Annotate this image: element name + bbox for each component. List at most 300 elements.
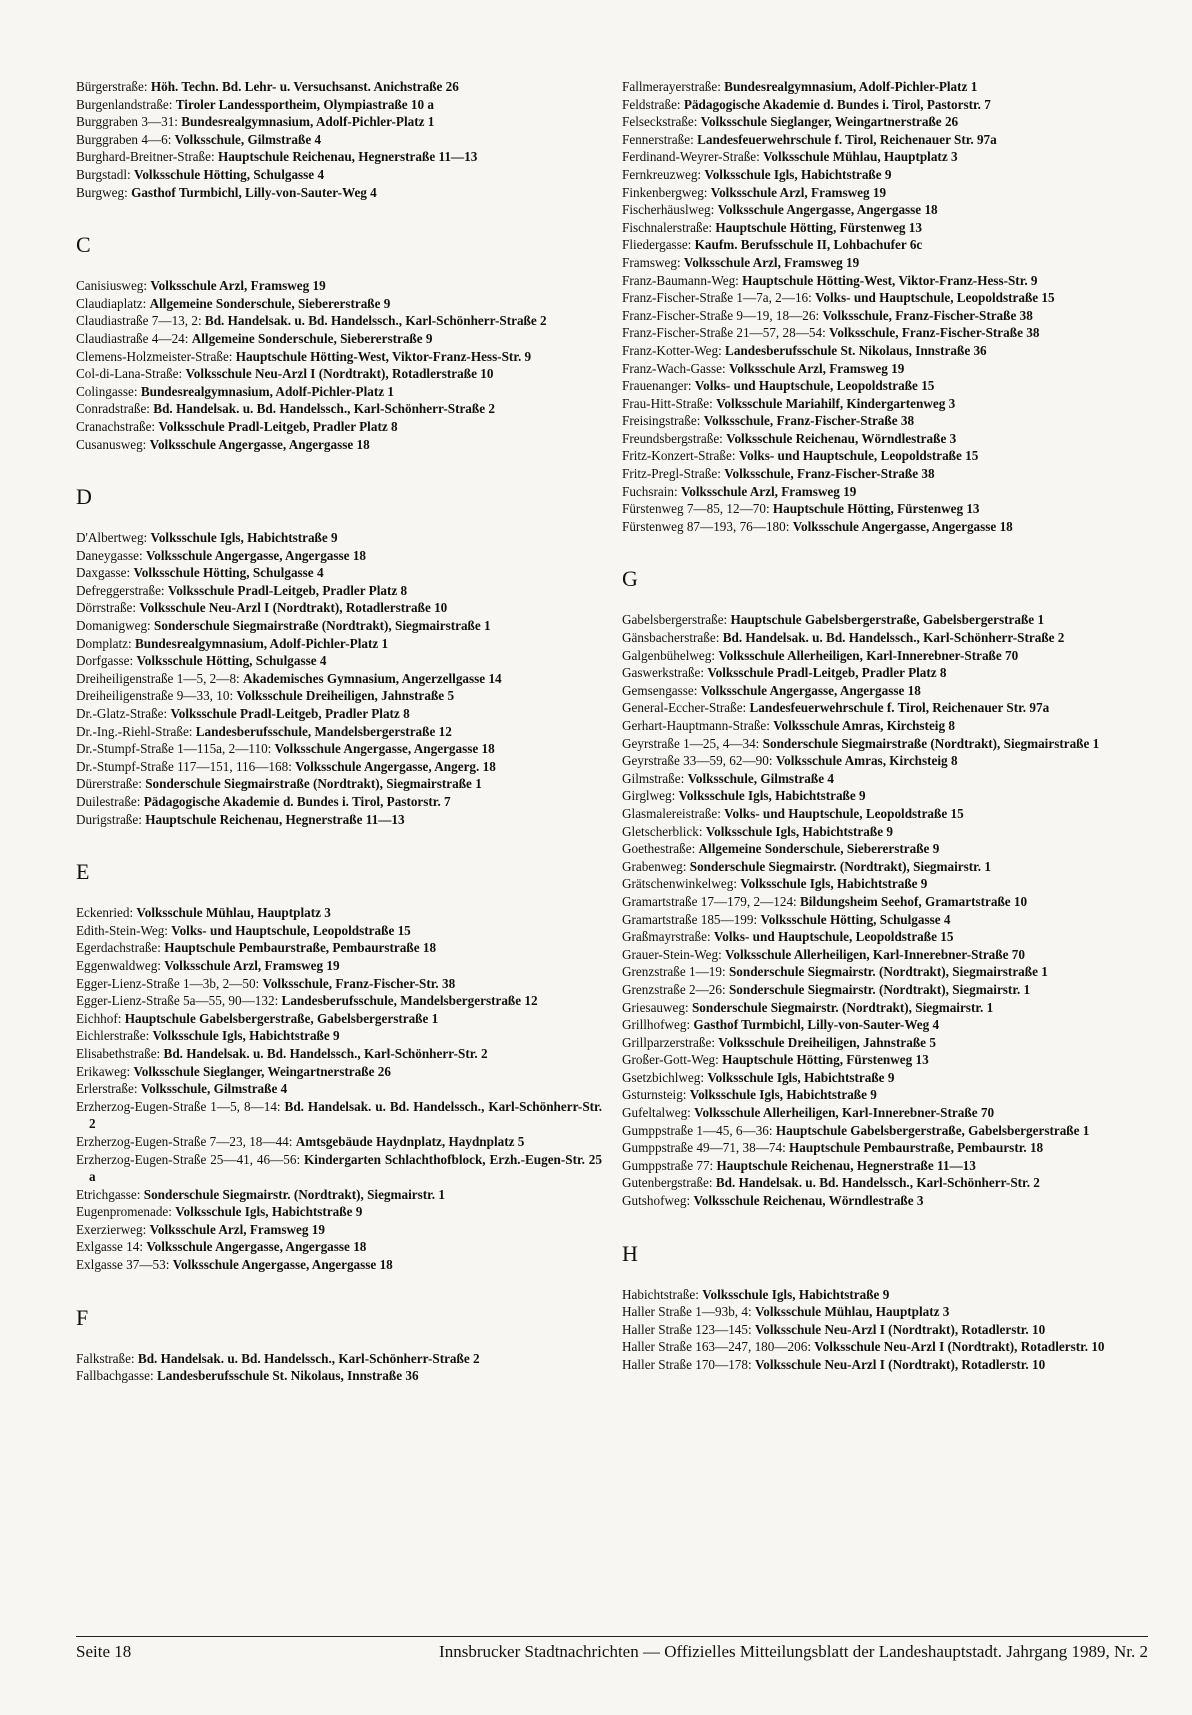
street-name: Goethestraße: xyxy=(622,841,696,857)
school-location: Volksschule Angergasse, Angergasse 18 xyxy=(172,1257,393,1273)
street-name: Galgenbühelweg: xyxy=(622,647,716,663)
street-name: Fürstenweg 87—193, 76—180: xyxy=(622,518,790,534)
school-location: Volksschule Angergasse, Angergasse 18 xyxy=(146,1239,367,1255)
street-entry xyxy=(622,289,1148,307)
school-location: Volksschule Igls, Habichtstraße 9 xyxy=(175,1204,363,1220)
street-entry xyxy=(622,1069,1148,1087)
school-location: Volksschule Arzl, Framsweg 19 xyxy=(680,483,857,499)
street-name: Habichtstraße: xyxy=(622,1286,699,1302)
footer-divider xyxy=(76,1636,1148,1637)
street-entry xyxy=(622,1303,1148,1321)
school-location: Volksschule Hötting, Schulgasse 4 xyxy=(760,911,951,927)
school-location: Volks- und Hauptschule, Leopoldstraße 15 xyxy=(171,922,411,938)
school-location: Volksschule Amras, Kirchsteig 8 xyxy=(775,753,958,769)
street-name: Graßmayrstraße: xyxy=(622,929,711,945)
street-name: Gumppstraße 49—71, 38—74: xyxy=(622,1140,786,1156)
school-location: Bundesrealgymnasium, Adolf-Pichler-Platz 1 xyxy=(134,635,389,651)
street-entry xyxy=(622,928,1148,946)
street-name: Franz-Kotter-Weg: xyxy=(622,342,722,358)
street-name: Canisiusweg: xyxy=(76,278,148,294)
street-entry xyxy=(76,1367,602,1385)
street-entry xyxy=(622,1104,1148,1122)
school-location: Landesfeuerwehrschule f. Tirol, Reichenauer Str. 97a xyxy=(749,700,1050,716)
school-location: Hauptschule Pembaurstraße, Pembaurstr. 18 xyxy=(789,1140,1044,1156)
street-name: Gemsengasse: xyxy=(622,682,698,698)
street-entry xyxy=(622,1122,1148,1140)
street-entry xyxy=(76,904,602,922)
street-name: Dreiheiligenstraße 1—5, 2—8: xyxy=(76,670,240,686)
school-location: Allgemeine Sonderschule, Siebererstraße 9 xyxy=(191,330,433,346)
street-name: Gilmstraße: xyxy=(622,770,685,786)
street-name: Fallbachgasse: xyxy=(76,1368,154,1384)
street-name: Grauer-Stein-Weg: xyxy=(622,946,722,962)
street-name: Cusanusweg: xyxy=(76,436,147,452)
school-location: Landesberufsschule, Mandelsbergerstraße 12 xyxy=(281,993,538,1009)
school-location: Volksschule Neu-Arzl I (Nordtrakt), Rotadlerstr. 10 xyxy=(814,1339,1105,1355)
street-entry xyxy=(622,699,1148,717)
street-entry xyxy=(622,647,1148,665)
street-entry xyxy=(622,735,1148,753)
street-name: Claudiaplatz: xyxy=(76,295,147,311)
street-entry xyxy=(76,975,602,993)
street-entry xyxy=(76,148,602,166)
street-name: Grenzstraße 2—26: xyxy=(622,981,726,997)
street-name: Erzherzog-Eugen-Straße 7—23, 18—44: xyxy=(76,1133,293,1149)
street-name: Grabenweg: xyxy=(622,858,687,874)
street-name: Gutshofweg: xyxy=(622,1193,691,1209)
street-name: Gsetzbichlweg: xyxy=(622,1069,705,1085)
school-location: Hauptschule Hötting, Fürstenweg 13 xyxy=(772,501,980,517)
street-entry xyxy=(76,939,602,957)
school-location: Volksschule Neu-Arzl I (Nordtrakt), Rotadlerstraße 10 xyxy=(139,600,448,616)
school-location: Sonderschule Siegmairstr. (Nordtrakt), Siegmairstraße 1 xyxy=(728,964,1048,980)
street-name: Fischnalerstraße: xyxy=(622,219,713,235)
school-location: Volksschule Igls, Habichtstraße 9 xyxy=(740,876,928,892)
street-name: Fischerhäuslweg: xyxy=(622,202,715,218)
street-name: Cranachstraße: xyxy=(76,418,156,434)
street-entry xyxy=(76,365,602,383)
school-location: Volks- und Hauptschule, Leopoldstraße 15 xyxy=(815,290,1055,306)
school-location: Volksschule Sieglanger, Weingartnerstraße 26 xyxy=(133,1063,391,1079)
school-location: Bd. Handelsak. u. Bd. Handelssch., Karl-Schönherr-Str. 2 xyxy=(715,1175,1040,1191)
street-entry xyxy=(76,295,602,313)
street-name: Egger-Lienz-Straße 1—3b, 2—50: xyxy=(76,975,260,991)
street-entry xyxy=(76,1010,602,1028)
street-name: Gaswerkstraße: xyxy=(622,665,705,681)
street-name: Dr.-Stumpf-Straße 117—151, 116—168: xyxy=(76,758,292,774)
street-name: Dürerstraße: xyxy=(76,776,142,792)
street-name: Grillhofweg: xyxy=(622,1017,691,1033)
street-name: Burggraben 3—31: xyxy=(76,114,178,130)
street-name: Gufeltalweg: xyxy=(622,1105,691,1121)
street-entry xyxy=(76,1045,602,1063)
street-name: Franz-Fischer-Straße 9—19, 18—26: xyxy=(622,307,820,323)
street-entry xyxy=(76,758,602,776)
right-column xyxy=(622,78,1148,1374)
school-location: Volksschule Igls, Habichtstraße 9 xyxy=(707,1069,895,1085)
street-entry xyxy=(76,687,602,705)
street-entry xyxy=(622,682,1148,700)
street-name: Gramartstraße 185—199: xyxy=(622,911,758,927)
street-entry xyxy=(76,1256,602,1274)
school-location: Volksschule, Gilmstraße 4 xyxy=(174,131,322,147)
street-name: Dörrstraße: xyxy=(76,600,137,616)
street-entry xyxy=(622,131,1148,149)
school-location: Volksschule, Franz-Fischer-Straße 38 xyxy=(822,307,1033,323)
street-name: Finkenbergweg: xyxy=(622,184,708,200)
street-name: Griesauweg: xyxy=(622,999,689,1015)
school-location: Sonderschule Siegmairstr. (Nordtrakt), Siegmairstr. 1 xyxy=(691,999,994,1015)
street-name: Claudiastraße 4—24: xyxy=(76,330,189,346)
street-entry xyxy=(76,740,602,758)
school-location: Volksschule Igls, Habichtstraße 9 xyxy=(678,788,866,804)
school-location: Hauptschule Pembaurstraße, Pembaurstraße 18 xyxy=(164,940,437,956)
school-location: Hauptschule Gabelsbergerstraße, Gabelsbergerstraße 1 xyxy=(730,612,1045,628)
school-location: Bundesrealgymnasium, Adolf-Pichler-Platz 1 xyxy=(181,114,435,130)
street-name: Franz-Baumann-Weg: xyxy=(622,272,739,288)
street-entry xyxy=(76,564,602,582)
school-location: Landesberufsschule St. Nikolaus, Innstraße 36 xyxy=(725,342,987,358)
school-location: Volksschule Arzl, Framsweg 19 xyxy=(150,278,326,294)
street-name: Fliedergasse: xyxy=(622,237,692,253)
street-name: Claudiastraße 7—13, 2: xyxy=(76,313,202,329)
street-name: Conradstraße: xyxy=(76,401,150,417)
street-entry xyxy=(622,236,1148,254)
street-name: Geyrstraße 33—59, 62—90: xyxy=(622,753,773,769)
school-location: Volksschule Angergasse, Angergasse 18 xyxy=(717,202,938,218)
street-entry xyxy=(76,312,602,330)
school-location: Hauptschule Hötting, Fürstenweg 13 xyxy=(715,219,922,235)
street-entry xyxy=(622,1051,1148,1069)
school-location: Bd. Handelsak. u. Bd. Handelssch., Karl-Schönherr-Straße 2 xyxy=(722,630,1065,646)
school-location: Volksschule Dreiheiligen, Jahnstraße 5 xyxy=(718,1034,936,1050)
street-name: Elisabethstraße: xyxy=(76,1045,161,1061)
school-location: Hauptschule Hötting, Fürstenweg 13 xyxy=(722,1052,929,1068)
page-footer xyxy=(76,1641,1148,1663)
school-location: Volksschule Igls, Habichtstraße 9 xyxy=(150,530,338,546)
street-entry xyxy=(76,1063,602,1081)
street-entry xyxy=(76,1203,602,1221)
street-name: Franz-Wach-Gasse: xyxy=(622,360,726,376)
street-name: Erzherzog-Eugen-Straße 1—5, 8—14: xyxy=(76,1098,281,1114)
street-entry xyxy=(622,1139,1148,1157)
street-name: Domanigweg: xyxy=(76,618,151,634)
street-entry xyxy=(622,148,1148,166)
school-location: Sonderschule Siegmairstr. (Nordtrakt), Siegmairstr. 1 xyxy=(143,1186,445,1202)
street-name: Dr.-Glatz-Straße: xyxy=(76,706,168,722)
street-name: General-Eccher-Straße: xyxy=(622,700,747,716)
school-location: Volksschule Arzl, Framsweg 19 xyxy=(683,254,860,270)
section-letter-heading: C xyxy=(76,232,91,258)
street-name: Franz-Fischer-Straße 21—57, 28—54: xyxy=(622,325,826,341)
street-entry xyxy=(622,823,1148,841)
school-location: Landesberufsschule, Mandelsbergerstraße 12 xyxy=(195,723,452,739)
school-location: Sonderschule Siegmairstr. (Nordtrakt), Siegmairstr. 1 xyxy=(689,858,991,874)
school-location: Volksschule, Gilmstraße 4 xyxy=(140,1081,288,1097)
street-name: Gerhart-Hauptmann-Straße: xyxy=(622,718,770,733)
street-entry xyxy=(622,447,1148,465)
section-letter-heading: E xyxy=(76,859,90,885)
street-entry xyxy=(76,547,602,565)
school-location: Hauptschule Reichenau, Hegnerstraße 11—13 xyxy=(217,149,478,165)
school-location: Hauptschule Gabelsbergerstraße, Gabelsbergerstraße 1 xyxy=(124,1010,439,1026)
school-location: Volksschule Angergasse, Angerg. 18 xyxy=(295,758,496,774)
school-location: Volks- und Hauptschule, Leopoldstraße 15 xyxy=(738,448,979,464)
school-location: Volksschule Angergasse, Angergasse 18 xyxy=(792,518,1013,534)
street-entry xyxy=(622,1086,1148,1104)
school-location: Volksschule Mühlau, Hauptplatz 3 xyxy=(763,149,958,165)
school-location: Bd. Handelsak. u. Bd. Handelssch., Karl-Schönherr-Straße 2 xyxy=(204,313,547,329)
street-entry xyxy=(76,418,602,436)
school-location: Volksschule Angergasse, Angergasse 18 xyxy=(145,547,367,563)
street-name: Dreiheiligenstraße 9—33, 10: xyxy=(76,688,234,704)
street-name: Fallmerayerstraße: xyxy=(622,79,721,94)
street-entry xyxy=(622,377,1148,395)
street-name: Haller Straße 123—145: xyxy=(622,1321,752,1337)
street-name: Falkstraße: xyxy=(76,1350,135,1366)
street-entry xyxy=(622,840,1148,858)
street-entry xyxy=(622,805,1148,823)
street-entry xyxy=(76,811,602,829)
school-location: Volksschule Pradl-Leitgeb, Pradler Platz 8 xyxy=(167,582,408,598)
street-name: Grenzstraße 1—19: xyxy=(622,964,726,980)
street-name: Egger-Lienz-Straße 5a—55, 90—132: xyxy=(76,993,279,1009)
street-name: Eckenried: xyxy=(76,905,134,921)
school-location: Volksschule Allerheiligen, Karl-Innerebner-Straße 70 xyxy=(718,647,1019,663)
school-location: Bildungsheim Seehof, Gramartstraße 10 xyxy=(800,893,1028,909)
school-location: Volksschule Dreiheiligen, Jahnstraße 5 xyxy=(236,688,455,704)
street-entry xyxy=(76,1186,602,1204)
street-entry xyxy=(622,911,1148,929)
street-name: Erikaweg: xyxy=(76,1063,131,1079)
street-entry xyxy=(76,793,602,811)
school-location: Volksschule Hötting, Schulgasse 4 xyxy=(133,565,324,581)
street-entry xyxy=(622,430,1148,448)
page-number: Seite 18 xyxy=(76,1642,132,1661)
street-entry xyxy=(76,775,602,793)
school-location: Gasthof Turmbichl, Lilly-von-Sauter-Weg 4 xyxy=(693,1017,940,1033)
street-name: Franz-Fischer-Straße 1—7a, 2—16: xyxy=(622,290,812,306)
school-location: Volksschule Igls, Habichtstraße 9 xyxy=(152,1028,340,1044)
street-name: Gumppstraße 77: xyxy=(622,1157,714,1173)
school-location: Volksschule Arzl, Framsweg 19 xyxy=(164,957,340,973)
street-entry xyxy=(76,184,602,202)
street-name: Daneygasse: xyxy=(76,547,143,563)
street-entry xyxy=(76,582,602,600)
street-name: Durigstraße: xyxy=(76,811,142,827)
street-entry xyxy=(622,770,1148,788)
street-name: Eichlerstraße: xyxy=(76,1028,150,1044)
school-location: Volksschule Pradl-Leitgeb, Pradler Platz 8 xyxy=(158,418,398,434)
street-entry xyxy=(622,664,1148,682)
street-entry xyxy=(76,957,602,975)
school-location: Landesfeuerwehrschule f. Tirol, Reichenauer Str. 97a xyxy=(697,131,997,147)
street-entry xyxy=(622,981,1148,999)
school-location: Volksschule Neu-Arzl I (Nordtrakt), Rotadlerstr. 10 xyxy=(754,1321,1046,1337)
street-name: Erzherzog-Eugen-Straße 25—41, 46—56: xyxy=(76,1151,301,1167)
street-name: Gutenbergstraße: xyxy=(622,1175,713,1191)
school-location: Sonderschule Siegmairstraße (Nordtrakt), Siegmairstraße 1 xyxy=(762,735,1100,751)
school-location: Allgemeine Sonderschule, Siebererstraße 9 xyxy=(149,295,391,311)
school-location: Volksschule, Franz-Fischer-Str. 38 xyxy=(262,975,456,991)
street-entry xyxy=(622,1192,1148,1210)
street-entry xyxy=(622,307,1148,325)
school-location: Landesberufsschule St. Nikolaus, Innstraße 36 xyxy=(156,1368,419,1384)
school-location: Volksschule Neu-Arzl I (Nordtrakt), Rotadlerstraße 10 xyxy=(185,366,494,382)
street-name: Fennerstraße: xyxy=(622,131,694,147)
school-location: Volksschule Igls, Habichtstraße 9 xyxy=(704,166,892,182)
street-entry xyxy=(622,324,1148,342)
street-entry xyxy=(622,395,1148,413)
street-name: Duilestraße: xyxy=(76,794,141,809)
street-name: Freisingstraße: xyxy=(622,413,701,429)
street-name: Eugenpromenade: xyxy=(76,1204,172,1220)
school-location: Volksschule Sieglanger, Weingartnerstraße 26 xyxy=(700,114,959,130)
street-entry xyxy=(76,330,602,348)
school-location: Volksschule, Gilmstraße 4 xyxy=(687,770,834,786)
street-entry xyxy=(622,717,1148,735)
street-entry xyxy=(76,1027,602,1045)
street-entry xyxy=(76,131,602,149)
section-letter-heading: F xyxy=(76,1304,89,1330)
street-entry xyxy=(76,529,602,547)
street-entry xyxy=(76,1098,602,1133)
school-location: Bd. Handelsak. u. Bd. Handelssch., Karl-Schönherr-Straße 2 xyxy=(153,401,495,417)
street-name: Girglweg: xyxy=(622,788,676,804)
street-name: D'Albertweg: xyxy=(76,530,148,546)
street-entry xyxy=(76,992,602,1010)
street-entry xyxy=(622,78,1148,96)
school-location: Volksschule Angergasse, Angergasse 18 xyxy=(149,436,370,452)
school-location: Allgemeine Sonderschule, Siebererstraße 9 xyxy=(698,841,940,857)
street-entry xyxy=(622,752,1148,770)
school-location: Kaufm. Berufsschule II, Lohbachufer 6c xyxy=(694,237,923,253)
street-entry xyxy=(76,670,602,688)
street-name: Eichhof: xyxy=(76,1010,122,1026)
street-name: Haller Straße 1—93b, 4: xyxy=(622,1304,752,1320)
street-name: Exlgasse 37—53: xyxy=(76,1257,170,1273)
street-entry xyxy=(76,436,602,454)
school-location: Volksschule Arzl, Framsweg 19 xyxy=(710,184,887,200)
street-entry xyxy=(622,113,1148,131)
street-entry xyxy=(622,611,1148,629)
school-location: Pädagogische Akademie d. Bundes i. Tirol, Pastorstr. 7 xyxy=(143,794,451,809)
street-name: Framsweg: xyxy=(622,254,681,270)
street-entry xyxy=(622,1286,1148,1304)
street-entry xyxy=(622,342,1148,360)
school-location: Hauptschule Hötting-West, Viktor-Franz-Hess-Str. 9 xyxy=(235,348,532,364)
street-name: Dr.-Stumpf-Straße 1—115a, 2—110: xyxy=(76,741,272,757)
street-entry xyxy=(622,1338,1148,1356)
street-name: Burgweg: xyxy=(76,184,128,200)
school-location: Sonderschule Siegmairstr. (Nordtrakt), Siegmairstr. 1 xyxy=(728,981,1031,997)
street-name: Daxgasse: xyxy=(76,565,131,581)
street-name: Geyrstraße 1—25, 4—34: xyxy=(622,735,760,751)
school-location: Volksschule, Franz-Fischer-Straße 38 xyxy=(703,413,915,429)
street-entry xyxy=(76,400,602,418)
street-name: Fernkreuzweg: xyxy=(622,166,702,182)
school-location: Volksschule Igls, Habichtstraße 9 xyxy=(705,823,893,839)
street-name: Eggenwaldweg: xyxy=(76,957,161,973)
school-location: Pädagogische Akademie d. Bundes i. Tirol, Pastorstr. 7 xyxy=(683,96,991,112)
street-name: Gramartstraße 17—179, 2—124: xyxy=(622,893,797,909)
school-location: Volksschule Neu-Arzl I (Nordtrakt), Rotadlerstr. 10 xyxy=(754,1357,1046,1372)
school-location: Volksschule Angergasse, Angergasse 18 xyxy=(700,682,921,698)
school-location: Akademisches Gymnasium, Angerzellgasse 14 xyxy=(243,670,502,686)
street-entry xyxy=(622,184,1148,202)
street-entry xyxy=(76,277,602,295)
street-entry xyxy=(622,201,1148,219)
street-name: Col-di-Lana-Straße: xyxy=(76,366,183,382)
school-location: Volksschule Amras, Kirchsteig 8 xyxy=(773,718,955,733)
street-entry xyxy=(76,1151,602,1186)
school-location: Gasthof Turmbichl, Lilly-von-Sauter-Weg 4 xyxy=(131,184,377,200)
street-name: Bürgerstraße: xyxy=(76,79,148,94)
street-entry xyxy=(76,1221,602,1239)
section-letter-heading: G xyxy=(622,566,638,592)
school-location: Volksschule, Franz-Fischer-Straße 38 xyxy=(724,466,935,482)
school-location: Volksschule Igls, Habichtstraße 9 xyxy=(689,1087,877,1103)
street-entry xyxy=(622,166,1148,184)
street-entry xyxy=(76,1350,602,1368)
street-entry xyxy=(622,1016,1148,1034)
street-entry xyxy=(622,518,1148,536)
street-entry xyxy=(76,922,602,940)
school-location: Volksschule Mühlau, Hauptplatz 3 xyxy=(754,1304,950,1320)
street-name: Frau-Hitt-Straße: xyxy=(622,395,713,411)
street-name: Haller Straße 170—178: xyxy=(622,1357,752,1372)
street-entry xyxy=(76,652,602,670)
street-entry xyxy=(622,272,1148,290)
street-entry xyxy=(76,705,602,723)
school-location: Volks- und Hauptschule, Leopoldstraße 15 xyxy=(724,805,964,821)
school-location: Hauptschule Hötting-West, Viktor-Franz-Hess-Str. 9 xyxy=(742,272,1038,288)
street-name: Fritz-Pregl-Straße: xyxy=(622,466,721,482)
street-name: Etrichgasse: xyxy=(76,1186,141,1202)
school-location: Volksschule Angergasse, Angergasse 18 xyxy=(274,741,495,757)
school-location: Volks- und Hauptschule, Leopoldstraße 15 xyxy=(694,378,935,394)
street-entry xyxy=(76,348,602,366)
street-entry xyxy=(76,96,602,114)
street-entry xyxy=(622,96,1148,114)
street-name: Gabelsbergerstraße: xyxy=(622,612,728,628)
left-column xyxy=(76,78,602,1385)
school-location: Volksschule Reichenau, Wörndlestraße 3 xyxy=(726,430,957,446)
school-location: Volksschule Igls, Habichtstraße 9 xyxy=(702,1286,890,1302)
school-location: Volksschule Pradl-Leitgeb, Pradler Platz 8 xyxy=(170,706,410,722)
school-location: Hauptschule Reichenau, Hegnerstraße 11—13 xyxy=(716,1157,976,1173)
street-entry xyxy=(622,483,1148,501)
street-entry xyxy=(622,875,1148,893)
street-name: Grillparzerstraße: xyxy=(622,1034,715,1050)
school-location: Volksschule, Franz-Fischer-Straße 38 xyxy=(829,325,1040,341)
school-location: Hauptschule Reichenau, Hegnerstraße 11—13 xyxy=(145,811,405,827)
street-name: Großer-Gott-Weg: xyxy=(622,1052,719,1068)
school-location: Volksschule Mariahilf, Kindergartenweg 3 xyxy=(716,395,956,411)
school-location: Tiroler Landessportheim, Olympiastraße 10 a xyxy=(175,96,435,112)
street-entry xyxy=(76,617,602,635)
street-entry xyxy=(622,1157,1148,1175)
street-entry xyxy=(622,1034,1148,1052)
street-name: Clemens-Holzmeister-Straße: xyxy=(76,348,233,364)
school-location: Bd. Handelsak. u. Bd. Handelssch., Karl-Schönherr-Str. 2 xyxy=(163,1045,488,1061)
street-name: Exerzierweg: xyxy=(76,1221,147,1237)
school-location: Volksschule Mühlau, Hauptplatz 3 xyxy=(136,905,331,921)
school-location: Volks- und Hauptschule, Leopoldstraße 15 xyxy=(713,929,954,945)
street-entry xyxy=(622,1174,1148,1192)
street-entry xyxy=(76,1133,602,1151)
street-name: Burgstadl: xyxy=(76,166,131,182)
